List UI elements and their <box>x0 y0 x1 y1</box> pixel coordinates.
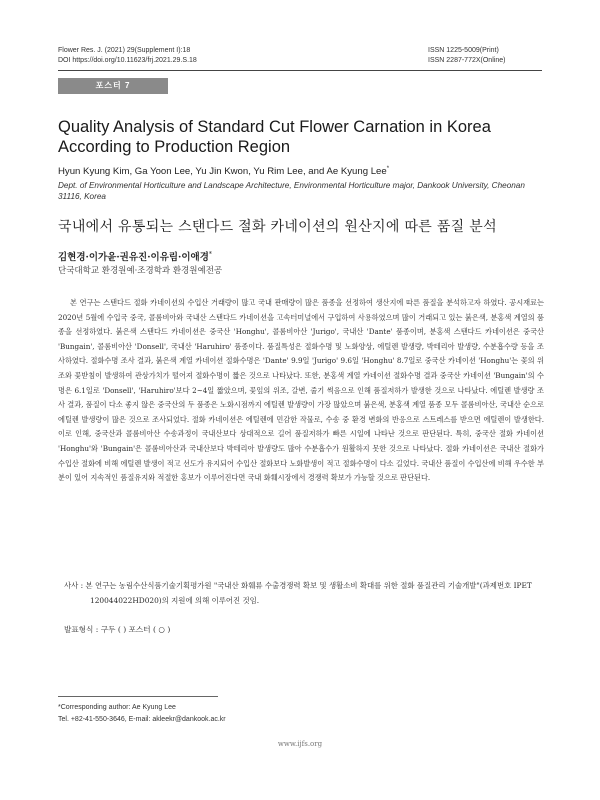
doi-link[interactable]: DOI https://doi.org/10.11623/frj.2021.29.S.18 <box>58 57 197 64</box>
affiliation: Dept. of Environmental Horticulture and Landscape Architecture, Environmental Horticulture major, Dankook University, Cheonan 31116, Korea <box>58 181 525 201</box>
author-list <box>58 166 389 177</box>
korean-author-list <box>58 249 212 263</box>
contact-info: Tel. +82-41-550-3646, E-mail: akleekr@dankook.ac.kr <box>58 716 226 723</box>
footnote <box>58 702 226 726</box>
footnote-divider <box>58 696 218 697</box>
issn-print: ISSN 1225-5009(Print) <box>428 47 499 54</box>
header-divider <box>58 70 542 71</box>
korean-title: 국내에서 유통되는 스탠다드 절화 카네이션의 원산지에 따른 품질 분석 <box>58 219 497 235</box>
korean-affiliation: 단국대학교 환경원예·조경학과 환경원예전공 <box>58 266 223 276</box>
abstract-body: 본 연구는 스탠다드 절화 카네이션의 수입산 거래량이 많고 국내 판매량이 많은 품종을 선정하여 생산지에 따른 품질을 분석하고자 하였다. 공시재료는 2020년 5월에 수입국 중국, 콜롬비아와 국내산 스탠다드 카네이션을 고속터미널에서 구입하여 사용하였으며 많이 거래되고 있는 붉은색, 분홍색 계열의 품종을 선정하였다. 붉은색 스탠다드 카네이션은 중국산 'Honghu', 콜롬비아산 'Jurigo', 국내산 'Dante' 품종이며, 분홍색 스탠다드 카네이션은 중국산 'Bungain', 콜롬비아산 'Donsell', 국내산 'Haruhiro' 품종이다. 품질특성은 절화수명 및 노화양상, 에틸렌 발생량, 박테리아 발생량, 수분흡수량 등을 조사하였다. 절화수명 조사 결과, 붉은색 계열 카네이션 절화수명은 'Dante' 9.9일 'Jurigo' 9.6일 'Honghu' 8.7일로 중국산 카네이션 'Honghu'는 꽃의 위조와 꽃받침이 발생하여 관상가치가 떨어져 절화수명이 짧은 것으로 나타났다. 또한, 분홍색 계열 카네이션 절화수명 결과 중국산 카네이션 'Bungain'의 수명은 6.1일로 'Donsell', 'Haruhiro'보다 2~4일 짧았으며, 꽃잎의 위조, 갈변, 줄기 썩음으로 인해 품질저하가 발생한 것으로 나타났다. 에틸렌 발생량 조사 결과, 품질이 다소 좋지 않은 중국산의 두 품종은 노화시점까지 에틸렌 발생량이 가장 많았으며 붉은색, 분홍색 계열 품종 모두 콜롬비아산, 국내산 순으로 에틸렌 발생량이 많은 것으로 조사되었다. 절화 카네이션은 에틸렌에 민감한 작물로, 수송 중 환경 변화의 반응으로 스트레스를 받으면 에틸렌이 발생한다. 이로 인해, 중국산과 콜롬비아산 수송과정이 국내산보다 상대적으로 길어 품질저하가 빠른 시일에 나타난 것으로 판단된다. 특히, 중국산 절화 카네이션 'Honghu'와 'Bungain'은 콜롬비아산과 국내산보다 박테리아 발생량도 많아 수분흡수가 원활하지 못한 것으로 나타났다. 절화 카네이션은 국내산 절화가 수입산 절화에 비해 에틸렌 발생이 적고 선도가 유지되어 수입산 절화보다 노화발생이 적고 절화수명이 다소 길었다. 국내산 품질이 수입산에 비해 우수한 부분이 있어 지속적인 품질유지와 적절한 홍보가 이루어진다면 국내 화훼시장에서 경쟁력 확보가 가능할 것으로 판단된다. <box>58 298 544 483</box>
korean-author-names: 김현경·이가윤·권유진·이유림·이애경 <box>58 252 209 263</box>
paper-title: Quality Analysis of Standard Cut Flower Carnation in Korea According to Production Region <box>58 118 491 156</box>
footer-url[interactable]: www.ijfs.org <box>277 740 323 748</box>
corresponding-mark: * <box>386 166 390 172</box>
korean-corresponding-mark: * <box>208 250 212 258</box>
acknowledgement: 사사 : 본 연구는 농림수산식품기술기획평가원 "국내산 화훼류 수출경쟁력 확보 및 생활소비 확대를 위한 절화 품질관리 기술개발"(과제번호 IPET 120044022HD020)의 지원에 의해 이루어진 것임. <box>64 581 532 605</box>
journal-citation: Flower Res. J. (2021) 29(Supplement I):18 <box>58 47 191 54</box>
presentation-format: 발표형식 : 구두 ( ) 포스터 ( ○ ) <box>64 625 171 634</box>
corresponding-author: *Corresponding author: Ae Kyung Lee <box>58 704 176 711</box>
section-tag: 포스터 7 <box>58 78 168 94</box>
issn-online: ISSN 2287-772X(Online) <box>428 57 506 64</box>
journal-header <box>58 46 197 66</box>
issn-block <box>428 46 505 66</box>
author-names: Hyun Kyung Kim, Ga Yoon Lee, Yu Jin Kwon, Yu Rim Lee, and Ae Kyung Lee <box>58 166 387 178</box>
